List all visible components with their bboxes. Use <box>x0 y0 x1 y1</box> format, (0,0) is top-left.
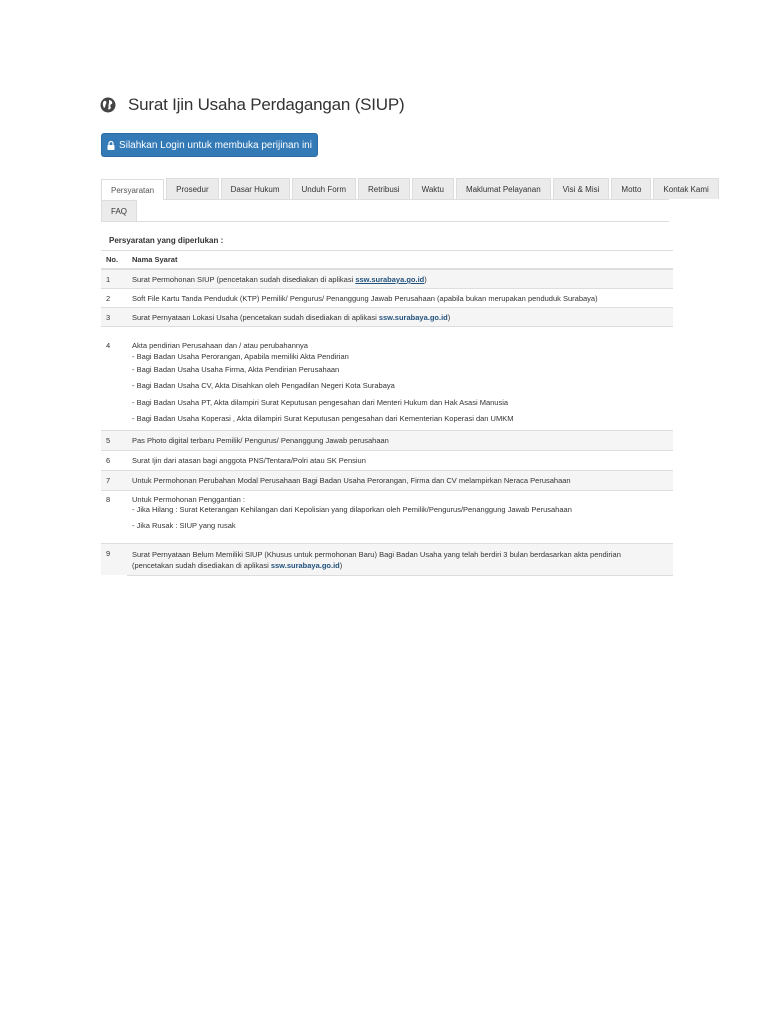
ssw-link[interactable]: ssw.surabaya.go.id <box>378 312 448 322</box>
tab-retribusi[interactable]: Retribusi <box>358 178 410 199</box>
requirements-table <box>101 250 673 576</box>
table-row: 7 Untuk Permohonan Perubahan Modal Perusahaan Bagi Badan Usaha Perorangan, Firma dan CV melampirkan Neraca Perusahaan <box>101 470 673 490</box>
page-header <box>100 95 405 115</box>
tab-dasar-hukum[interactable]: Dasar Hukum <box>221 178 290 199</box>
table-row: 6 Surat Ijin dari atasan bagi anggota PNS/Tentara/Polri atau SK Pensiun <box>101 450 673 470</box>
tab-bar <box>101 178 709 222</box>
requirements-heading: Persyaratan yang diperlukan : <box>109 236 224 245</box>
tab-maklumat-pelayanan[interactable]: Maklumat Pelayanan <box>456 178 551 199</box>
page-title: Surat Ijin Usaha Perdagangan (SIUP) <box>128 95 405 114</box>
login-button[interactable] <box>101 133 318 157</box>
login-button-label: Silahkan Login untuk membuka perijinan ini <box>119 139 312 151</box>
table-row: 8 Untuk Permohonan Penggantian : - Jika Hilang : Surat Keterangan Kehilangan dari Kepolisian yang dilaporkan oleh Pemilik/Pengurus/Penanggung Jawab Perusahaan - Jika Rusak : SIUP yang rusak <box>101 490 673 543</box>
table-row: 1 Surat Permohonan SIUP (pencetakan sudah disediakan di aplikasi ssw.surabaya.go.id) <box>101 269 673 288</box>
tab-unduh-form[interactable]: Unduh Form <box>292 178 356 199</box>
lock-icon <box>107 141 115 150</box>
column-header-no: No. <box>101 251 127 270</box>
globe-icon <box>100 97 116 113</box>
table-row: 2 Soft File Kartu Tanda Penduduk (KTP) Pemilik/ Pengurus/ Penanggung Jawab Perusahaan (apabila bukan merupakan penduduk Surabaya) <box>101 288 673 307</box>
tab-motto[interactable]: Motto <box>611 178 651 199</box>
ssw-link[interactable]: ssw.surabaya.go.id <box>270 560 340 570</box>
tab-faq[interactable]: FAQ <box>101 200 137 221</box>
table-row: 9 Surat Pernyataan Belum Memiliki SIUP (Khusus untuk permohonan Baru) Bagi Badan Usaha yang telah berdiri 3 bulan berdasarkan akta pendirian (pencetakan sudah disediakan di aplikasi ssw.surabaya.go.id) <box>101 543 673 575</box>
tab-visi-misi[interactable]: Visi & Misi <box>553 178 610 199</box>
tab-waktu[interactable]: Waktu <box>412 178 454 199</box>
ssw-link[interactable]: ssw.surabaya.go.id <box>355 275 425 284</box>
table-row: 4 Akta pendirian Perusahaan dan / atau perubahannya - Bagi Badan Usaha Perorangan, Apabila memiliki Akta Pendirian - Bagi Badan Usaha Usaha Firma, Akta Pendirian Perusahaan - Bagi Badan Usaha CV, Akta Disahkan oleh Pengadilan Negeri Kota Surabaya - Bagi Badan Usaha PT, Akta dilampiri Surat Keputusan pengesahan dari Menteri Hukum dan Hak Asasi Manusia - Bagi Badan Usaha Koperasi , Akta dilampiri Surat Keputusan pengesahan dari Kementerian Koperasi dan UMKM <box>101 326 673 430</box>
column-header-nama-syarat: Nama Syarat <box>127 251 673 270</box>
table-row: 5 Pas Photo digital terbaru Pemilik/ Pengurus/ Penanggung Jawab perusahaan <box>101 430 673 450</box>
tab-persyaratan[interactable]: Persyaratan <box>101 179 164 200</box>
table-header-row <box>101 251 673 270</box>
table-row: 3 Surat Pernyataan Lokasi Usaha (pencetakan sudah disediakan di aplikasi ssw.surabaya.go.id) <box>101 307 673 326</box>
tab-kontak-kami[interactable]: Kontak Kami <box>653 178 718 199</box>
tab-prosedur[interactable]: Prosedur <box>166 178 218 199</box>
